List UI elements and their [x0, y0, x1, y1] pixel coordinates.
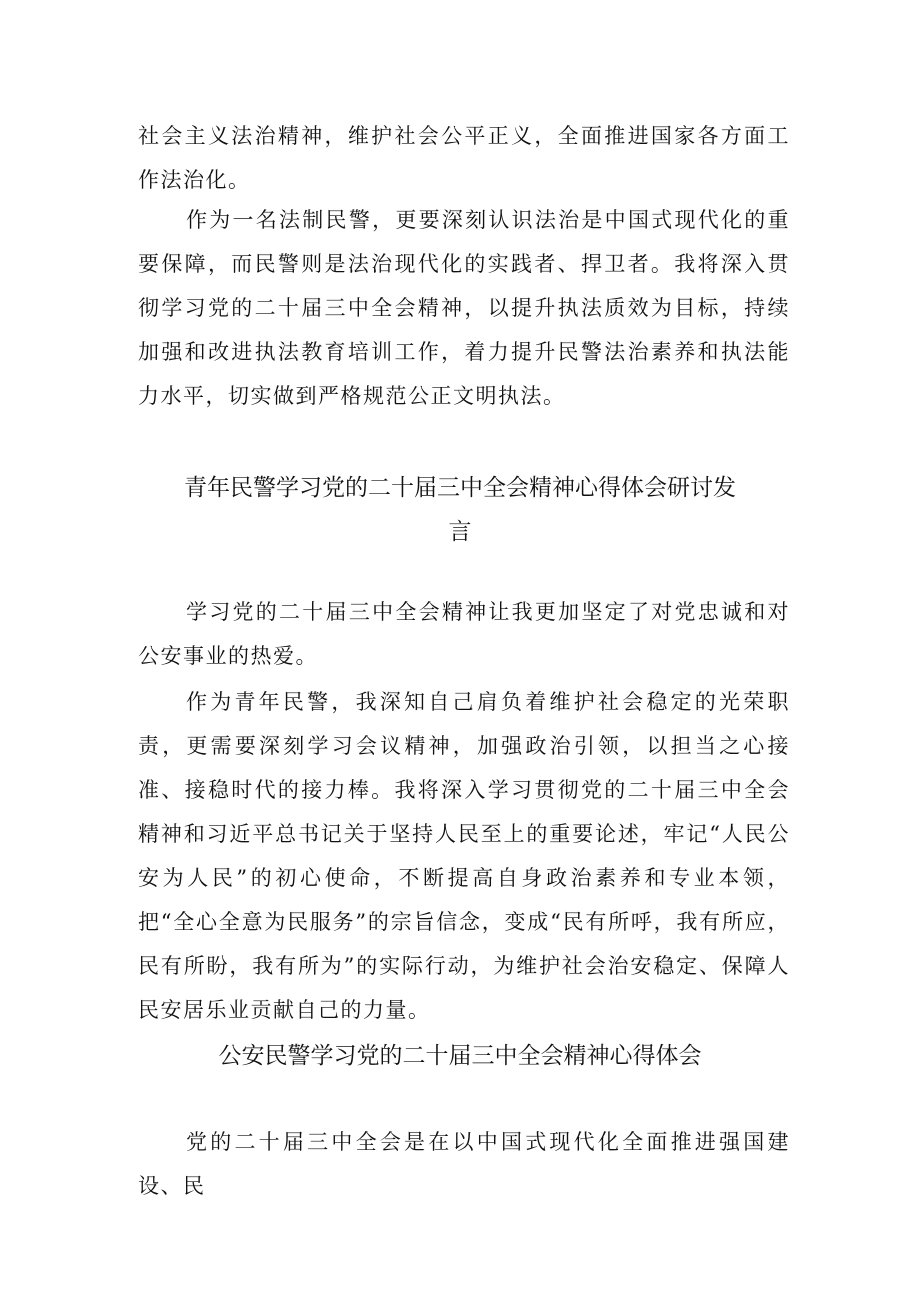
section-title-public-security-police: 公安民警学习党的二十届三中全会精神心得体会 [218, 1043, 702, 1069]
paragraph-continued: 社会主义法治精神，维护社会公平正义，全面推进国家各方面工作法治化。 [138, 124, 790, 192]
paragraph-young-police-body: 作为青年民警，我深知自己肩负着维护社会稳定的光荣职责，更需要深刻学习会议精神，加强政治引领，以担当之心接准、接稳时代的接力棒。我将深入学习贯彻党的二十届三中全会精神和习近平总书记关于坚持人民至上的重要论述，牢记“人民公安为人民”的初心使命，不断提高自身政治素养和专业本领，把“全心全意为民服务”的宗旨信念，变成“民有所呼，我有所应，民有所盼，我有所为”的实际行动，为维护社会治安稳定、保障人民安居乐业贡献自己的力量。 [138, 690, 790, 1022]
section-title-young-police: 青年民警学习党的二十届三中全会精神心得体会研讨发言 [184, 475, 736, 545]
paragraph-public-security-intro: 党的二十届三中全会是在以中国式现代化全面推进强国建设、民 [138, 1130, 790, 1198]
paragraph-young-police-intro: 学习党的二十届三中全会精神让我更加坚定了对党忠诚和对公安事业的热爱。 [138, 600, 790, 668]
paragraph-legal-police: 作为一名法制民警，更要深刻认识法治是中国式现代化的重要保障，而民警则是法治现代化的实践者、捍卫者。我将深入贯彻学习党的二十届三中全会精神，以提升执法质效为目标，持续加强和改进执法教育培训工作，着力提升民警法治素养和执法能力水平，切实做到严格规范公正文明执法。 [138, 208, 790, 408]
